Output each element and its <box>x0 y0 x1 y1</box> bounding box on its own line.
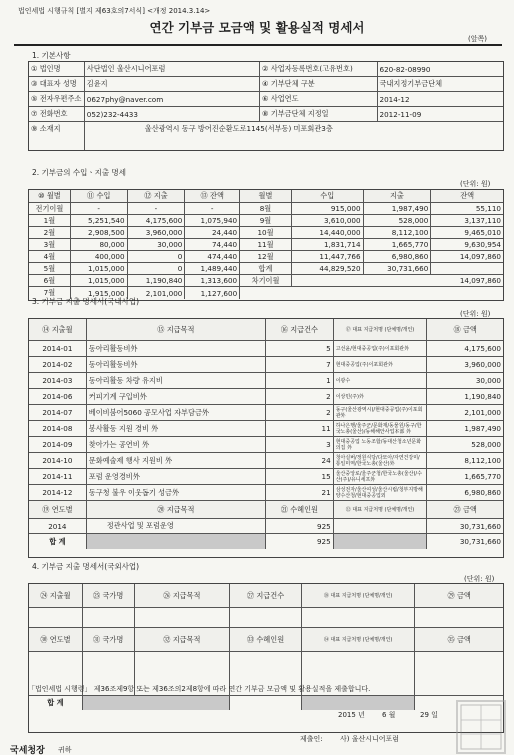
addr-label: ⑨ 소재지 <box>29 122 85 150</box>
col-count: ⑯ 지급건수 <box>266 319 334 340</box>
official-seal <box>456 700 506 754</box>
exp-purpose: 포럼 운영경비外 <box>87 469 266 484</box>
balance-cell: 55,110 <box>475 204 501 213</box>
carry-label: 차기이월 <box>240 275 292 286</box>
exp-purpose: 동구청 불우 이웃돕기 성금外 <box>87 485 266 500</box>
col-month-2: 월별 <box>240 190 292 202</box>
expense-cell: 30,000 <box>128 239 186 250</box>
expense-cell: 6,980,860 <box>364 251 432 262</box>
s3-title: 3. 기부금 지출 명세서(국내사업) <box>32 297 140 306</box>
exp-count: 2 <box>266 389 334 404</box>
total-balance <box>431 263 503 274</box>
reg-label: ② 사업자등록번호(고유번호) <box>260 62 378 76</box>
year-cell: 2014 <box>29 519 87 533</box>
empty-cell <box>415 608 503 627</box>
col-f-year: ㉚ 연도별 <box>29 628 83 651</box>
income-cell: 14,440,000 <box>292 227 364 238</box>
col-purpose: ⑮ 지급목적 <box>87 319 266 340</box>
income-cell: 11,447,766 <box>292 251 364 262</box>
col-f-amount-2: ㉟ 금액 <box>447 634 471 644</box>
expense-cell: 1,987,490 <box>364 203 432 214</box>
telephone: 052)232-4433 <box>85 107 260 121</box>
expense-cell: 0 <box>128 263 186 274</box>
col-exp-month: ⑭ 지출월 <box>29 319 87 340</box>
total-shaded <box>87 534 266 549</box>
carry-amount: 14,097,860 <box>459 276 501 285</box>
exp-recipient: 삼성전자/울산여성/울산시립/청부지방해양수산청/현대중공업외 <box>334 485 428 500</box>
exp-amount: 8,112,100 <box>464 456 501 465</box>
s2-unit: (단위: 원) <box>460 180 491 188</box>
income-cell: 1,831,714 <box>292 239 364 250</box>
date-day: 29 일 <box>420 711 438 719</box>
balance-cell: 24,440 <box>185 227 240 238</box>
f-total-shaded <box>83 696 230 710</box>
exp-purpose: 베이비붐어5060 공모사업 자부담금外 <box>87 405 266 420</box>
col-amount-2: ㉓ 금액 <box>453 504 477 514</box>
recipient-suffix: 귀하 <box>58 746 72 754</box>
month-cell: 2월 <box>29 227 71 238</box>
empty-cell <box>83 608 135 627</box>
balance-cell: 3,137,110 <box>464 216 501 225</box>
income-cell: - <box>71 203 128 214</box>
f-total-shaded-2 <box>302 696 416 710</box>
col-year: ⑲ 연도별 <box>29 501 87 518</box>
col-purpose-2: ⑳ 지급목적 <box>87 501 266 518</box>
exp-purpose: 커피기계 구입비外 <box>87 389 266 404</box>
month-cell: 7월 <box>29 287 71 299</box>
col-f-beneficiaries: ㉝ 수혜인원 <box>230 628 302 651</box>
page-title: 연간 기부금 모금액 및 활용실적 명세서 <box>149 20 365 35</box>
basic-info-table <box>28 61 504 151</box>
exp-month: 2014-11 <box>29 469 87 484</box>
s4-unit: (단위: 원) <box>464 575 495 583</box>
exp-month: 2014-08 <box>29 421 87 436</box>
exp-month: 2014-07 <box>29 405 87 420</box>
exp-purpose: 동아리활동 차량 유지비 <box>87 373 266 388</box>
declaration-text: 「법인세법 시행령」 제36조제9항 또는 제36조의2제8항에 따라 연간 기부금 모금액 및 활용실적을 제출합니다. <box>28 685 371 693</box>
exp-purpose: 찾아가는 공연비 外 <box>87 437 266 452</box>
exp-count: 11 <box>266 421 334 436</box>
month-cell: 3월 <box>29 239 71 250</box>
col-amount: ⑱ 금액 <box>453 324 477 334</box>
income-cell: 915,000 <box>292 203 364 214</box>
col-recipient: ⑰ 대표 지급처명 (단체명/개인) <box>334 319 428 340</box>
month-cell: 8월 <box>240 203 292 214</box>
month-cell: 10월 <box>240 227 292 238</box>
year-beneficiaries: 925 <box>266 519 334 533</box>
exp-count: 24 <box>266 453 334 468</box>
income-expense-table <box>28 189 504 301</box>
income-cell: 2,908,500 <box>71 227 128 238</box>
month-cell: 11월 <box>240 239 292 250</box>
month-cell: 6월 <box>29 275 71 286</box>
designation-date: 2012-11-09 <box>379 109 422 119</box>
exp-recipient: 동구(울산광역시)/현대중공업(주)이포회관外 <box>334 405 428 420</box>
exp-amount: 1,665,770 <box>464 472 501 481</box>
recipient-office: 국세청장 <box>10 746 45 755</box>
exp-month: 2014-12 <box>29 485 87 500</box>
address: 울산광역시 동구 방어진순환도로1145(서부동) 미포회관3층 <box>144 124 333 133</box>
month-cell: 5월 <box>29 263 71 274</box>
exp-amount: 6,980,860 <box>464 488 501 497</box>
exp-purpose: 봉사활동 지원 경비 外 <box>87 421 266 436</box>
exp-count: 1 <box>266 373 334 388</box>
total-label: 합 계 <box>29 534 87 549</box>
exp-count: 3 <box>266 437 334 452</box>
col-income-2: 수입 <box>292 190 364 202</box>
exp-count: 2 <box>266 405 334 420</box>
year-purpose: 정관사업 및 포럼운영 <box>87 519 266 533</box>
form-reference: 법인세법 시행규칙 [별지 제63호의7서식] <개정 2014.3.14> <box>18 7 211 15</box>
exp-month: 2014-03 <box>29 373 87 388</box>
income-cell: 5,251,540 <box>71 215 128 226</box>
email-label: ⑤ 전자우편주소 <box>29 92 85 106</box>
date-label: ⑧ 기부금단체 지정일 <box>260 107 378 121</box>
exp-month: 2014-01 <box>29 341 87 356</box>
exp-recipient: 이광수 <box>334 373 428 388</box>
exp-count: 15 <box>266 469 334 484</box>
balance-cell: 1,489,440 <box>185 263 240 274</box>
corp-name: 사단법인 울산시니어포럼 <box>85 62 260 76</box>
expense-cell: 2,101,000 <box>128 287 186 299</box>
col-f-purpose: ㉖ 지급목적 <box>135 584 231 607</box>
col-f-month: ㉔ 지출월 <box>29 584 83 607</box>
date-year: 2015 년 <box>338 711 365 719</box>
col-f-purpose-2: ㉜ 지급목적 <box>135 628 231 651</box>
exp-recipient: 고선윤/현대중공업(주)이포회관外 <box>334 341 428 356</box>
balance-cell: - <box>185 203 240 214</box>
exp-amount: 1,190,840 <box>464 392 501 401</box>
s4-title: 4. 기부금 지출 명세서(국외사업) <box>32 562 140 571</box>
submitter-label: 제출인: <box>300 735 323 743</box>
exp-amount: 1,987,490 <box>464 424 501 433</box>
empty-cell <box>230 608 302 627</box>
seal-icon <box>458 702 504 752</box>
income-cell: 1,015,000 <box>71 275 128 286</box>
col-balance: ⑬ 잔액 <box>185 190 240 202</box>
org-type: 국내지정기부금단체 <box>379 79 443 88</box>
type-label: ④ 기부단체 구분 <box>260 77 378 91</box>
month-cell: 4월 <box>29 251 71 262</box>
balance-cell: 9,630,954 <box>464 240 501 249</box>
balance-cell: 1,127,600 <box>185 287 240 299</box>
exp-recipient: 현대중공업(주)이포회관外 <box>334 357 428 372</box>
expense-cell: 4,175,600 <box>128 215 186 226</box>
income-cell: 1,015,000 <box>71 263 128 274</box>
exp-count: 21 <box>266 485 334 500</box>
expense-cell: 1,665,770 <box>364 239 432 250</box>
col-f-count: ㉗ 지급건수 <box>230 584 302 607</box>
month-cell: 1월 <box>29 215 71 226</box>
exp-recipient: 하나은행/울주군/문화재/동물원/동구/한국노총(울산)/동해해안사업本部 外 <box>334 421 428 436</box>
col-f-country: ㉕ 국가명 <box>83 584 135 607</box>
exp-recipient: 울산중앙로/울주군청/한국노총(울산)/수산(주)/유니세프外 <box>334 469 428 484</box>
col-expense-2: 지출 <box>364 190 432 202</box>
expense-cell: 0 <box>128 251 186 262</box>
empty-cell <box>29 608 83 627</box>
exp-recipient: 이상민(주)外 <box>334 389 428 404</box>
empty-cell <box>230 696 302 710</box>
expense-cell: 3,960,000 <box>128 227 186 238</box>
s1-title: 1. 기본사항 <box>32 51 71 60</box>
month-cell: 9월 <box>240 215 292 226</box>
empty-cell <box>135 608 231 627</box>
balance-cell: 14,097,860 <box>459 252 501 261</box>
col-recipient-2: ㉒ 대표 지급처명 (단체명/개인) <box>334 501 428 518</box>
col-beneficiaries: ㉑ 수혜인원 <box>266 501 334 518</box>
reg-number: 620-82-08990 <box>379 64 431 74</box>
page-side: (앞쪽) <box>468 35 487 43</box>
balance-cell: 1,313,600 <box>185 275 240 286</box>
total-expense: 30,731,660 <box>364 263 432 274</box>
domestic-expense-table <box>28 318 504 558</box>
exp-purpose: 문화예술제 행사 지원비 外 <box>87 453 266 468</box>
balance-cell: 1,075,940 <box>185 215 240 226</box>
total-beneficiaries: 925 <box>266 534 334 549</box>
exp-amount: 3,960,000 <box>464 360 501 369</box>
month-cell: 전기이월 <box>29 203 71 214</box>
date-month: 6 월 <box>382 711 396 719</box>
col-balance-2: 잔액 <box>460 191 475 200</box>
balance-cell: 474,440 <box>185 251 240 262</box>
col-month: ⑩ 월별 <box>29 190 71 202</box>
empty-cell <box>240 287 503 299</box>
exp-amount: 528,000 <box>471 440 501 449</box>
balance-cell: 74,440 <box>185 239 240 250</box>
exp-recipient: 청아실버/정원식당/다모아/자연건강미/통일미역/한국노총(울산)外 <box>334 453 428 468</box>
col-expense: ⑫ 지출 <box>128 190 186 202</box>
exp-amount: 4,175,600 <box>464 344 501 353</box>
total-income: 44,829,520 <box>292 263 364 274</box>
col-f-recipient: ㉘ 대표 지급처명 (단체명/개인) <box>302 584 416 607</box>
income-cell: 400,000 <box>71 251 128 262</box>
exp-month: 2014-06 <box>29 389 87 404</box>
tel-label: ⑦ 전화번호 <box>29 107 85 121</box>
f-total-label: 합 계 <box>29 696 83 710</box>
email: 0627phy@naver.com <box>85 92 260 106</box>
fiscal-year: 2014-12 <box>379 94 410 104</box>
total-amount: 30,731,660 <box>459 537 501 546</box>
rep-name: 김윤지 <box>85 77 260 91</box>
col-income: ⑪ 수입 <box>71 190 128 202</box>
year-label: ⑥ 사업연도 <box>260 92 378 106</box>
exp-recipient: 현대중공업 노동조합/동대산청소년문화의집 外 <box>334 437 428 452</box>
total-shaded-2 <box>334 534 428 549</box>
col-f-recipient-2: ㉞ 대표 지급처명 (단체명/개인) <box>302 628 416 651</box>
empty-cell <box>302 608 416 627</box>
exp-month: 2014-10 <box>29 453 87 468</box>
exp-month: 2014-09 <box>29 437 87 452</box>
income-cell: 3,610,000 <box>292 215 364 226</box>
exp-count: 7 <box>266 357 334 372</box>
year-recipient <box>334 519 428 533</box>
exp-amount: 2,101,000 <box>464 408 501 417</box>
s2-title: 2. 기부금의 수입ㆍ지출 명세 <box>32 168 127 177</box>
expense-cell: 528,000 <box>364 215 432 226</box>
balance-cell: 9,465,010 <box>464 228 501 237</box>
income-cell: 80,000 <box>71 239 128 250</box>
month-cell: 12월 <box>240 251 292 262</box>
name-label: ① 법인명 <box>29 62 85 76</box>
exp-count: 5 <box>266 341 334 356</box>
exp-purpose: 동아리활동비外 <box>87 357 266 372</box>
exp-amount: 30,000 <box>475 376 501 385</box>
expense-cell: 1,190,840 <box>128 275 186 286</box>
top-rule <box>14 44 502 46</box>
expense-cell: - <box>128 203 186 214</box>
col-f-amount: ㉙ 금액 <box>447 590 471 600</box>
rep-label: ③ 대표자 성명 <box>29 77 85 91</box>
submitter-name: 사) 울산시니어포럼 <box>340 735 400 743</box>
s3-unit: (단위: 원) <box>460 310 491 318</box>
expense-cell: 8,112,100 <box>364 227 432 238</box>
exp-purpose: 동아리활동비外 <box>87 341 266 356</box>
income-cell: 1,915,000 <box>71 287 128 299</box>
total-label: 합계 <box>240 263 292 274</box>
year-amount: 30,731,660 <box>459 521 501 531</box>
exp-month: 2014-02 <box>29 357 87 372</box>
col-f-country-2: ㉛ 국가명 <box>83 628 135 651</box>
